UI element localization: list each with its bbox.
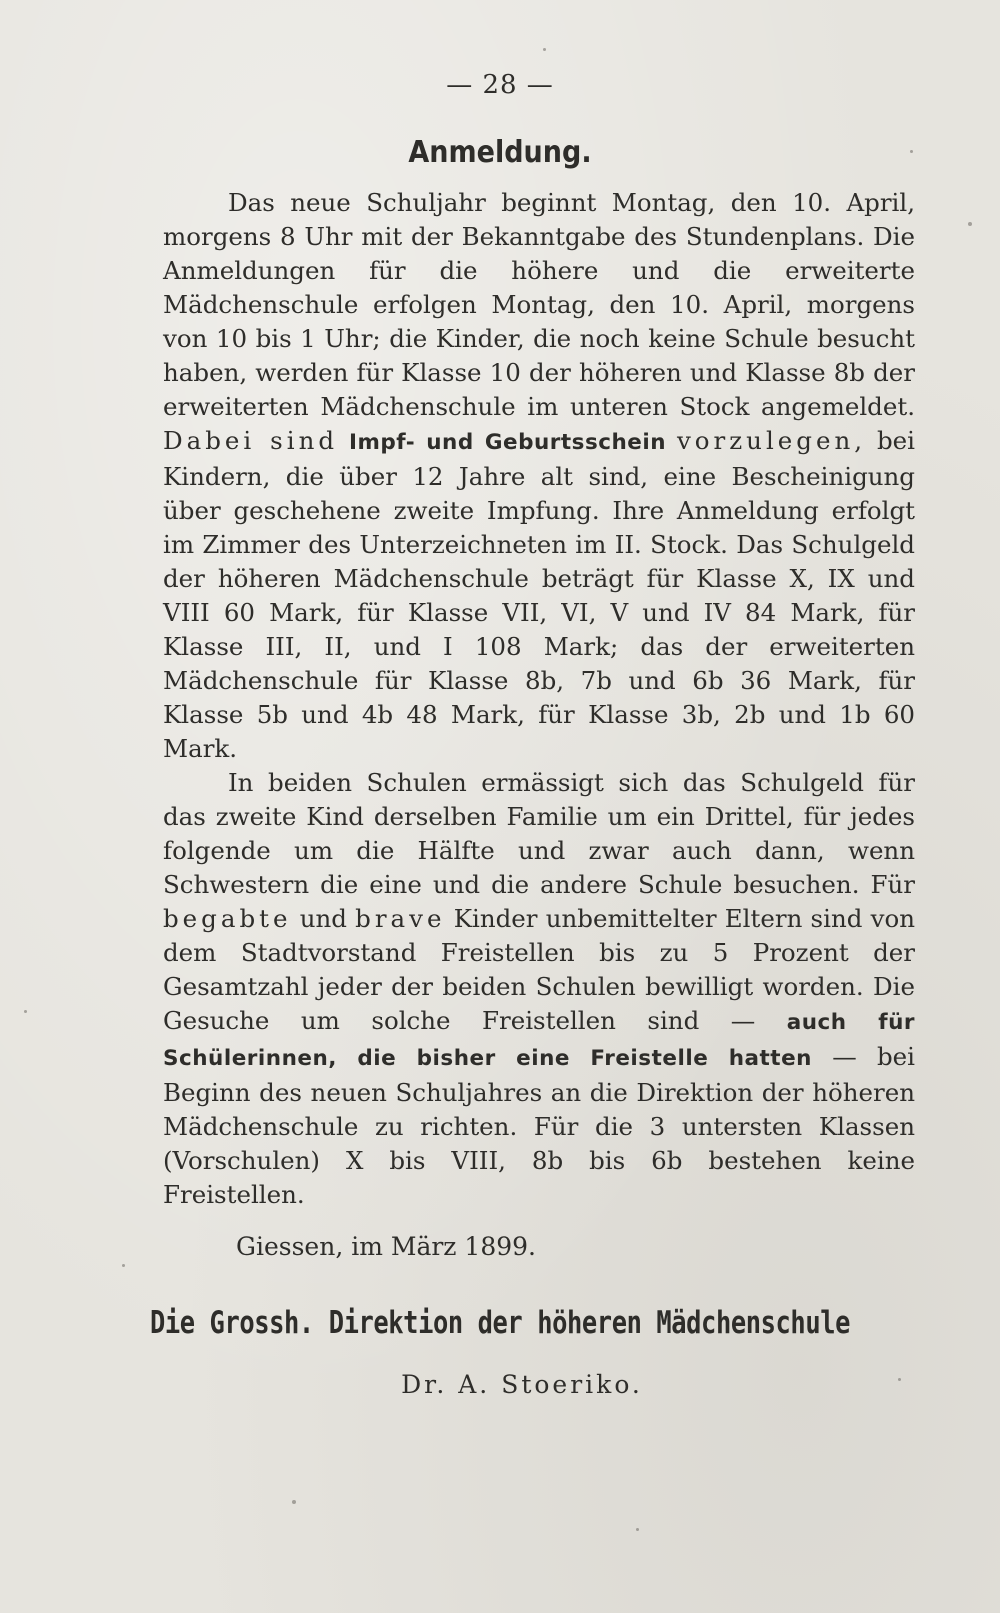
signer-name: Dr. A. Stoeriko. (401, 1370, 643, 1399)
paper-speck (636, 1528, 639, 1531)
text-run: In beiden Schulen ermässigt sich das Schulgeld für das zweite Kind derselben Familie um ein Drittel, für jedes folgende um die Hälfte und zwar auch dann, wenn Schwestern die eine und die andere Schule besuchen. Für (163, 768, 915, 899)
text-run: bei Kindern, die über 12 Jahre alt sind, eine Bescheinigung über geschehene zweite Impfung. Ihre Anmeldung erfolgt im Zimmer des Unterzeichneten im II. Stock. Das Schulgeld der höheren Mädchenschule beträgt für Klasse X, IX und VIII 60 Mark, für Klasse VII, VI, V und IV 84 Mark, für Klasse III, II, und I 108 Mark; das der erweiterten Mädchenschule für Klasse 8b, 7b und 6b 36 Mark, für Klasse 5b und 4b 48 Mark, für Klasse 3b, 2b und 1b 60 Mark. (163, 426, 915, 763)
text-run: Kinder unbemittelter Eltern sind von dem Stadtvorstand Freistellen bis zu 5 Prozent der Gesamtzahl jeder der beiden Schulen bewilligt worden. Die Gesuche um solche Freistellen sind — (163, 904, 915, 1035)
text-run: — bei Beginn des neuen Schuljahres an die Direktion der höheren Mädchenschule zu richten. Für die 3 untersten Klassen (Vorschulen) X bis VIII, 8b bis 6b bestehen keine Freistellen. (163, 1042, 915, 1209)
page-number: — 28 — (446, 70, 554, 100)
text-run: und (291, 904, 356, 933)
spaced-text: brave (355, 904, 446, 933)
paragraph-fees (163, 766, 915, 1212)
paper-speck (292, 1500, 296, 1504)
page-title: Anmeldung. (408, 135, 592, 170)
paper-speck (543, 48, 546, 51)
spaced-text: vorzulegen, (676, 426, 867, 455)
text-run: Das neue Schuljahr beginnt Montag, den 10. April, morgens 8 Uhr mit der Bekanntgabe des Stundenplans. Die Anmeldungen für die höhere und die erweiterte Mädchenschule erfolgen Montag, den 10. April, morgens von 10 bis 1 Uhr; die Kinder, die noch keine Schule besucht haben, werden für Klasse 10 der höheren und Klasse 8b der erweiterten Mädchenschule im unteren Stock angemeldet. (163, 188, 915, 421)
paper-speck (968, 222, 972, 226)
body-text (163, 186, 915, 1212)
bold-text: Impf- und Geburtsschein (348, 430, 667, 455)
spaced-text: Dabei sind (163, 426, 339, 455)
paper-speck (24, 1010, 27, 1013)
paper-speck (122, 1264, 125, 1267)
spaced-text: begabte (163, 904, 292, 933)
place-date: Giessen, im März 1899. (236, 1232, 536, 1261)
paragraph-registration (163, 186, 915, 766)
bold-text: auch für Schülerinnen, die bisher eine Freistelle hatten (163, 1010, 915, 1071)
signature-institution: Die Grossh. Direktion der höheren Mädchenschule (149, 1305, 851, 1341)
